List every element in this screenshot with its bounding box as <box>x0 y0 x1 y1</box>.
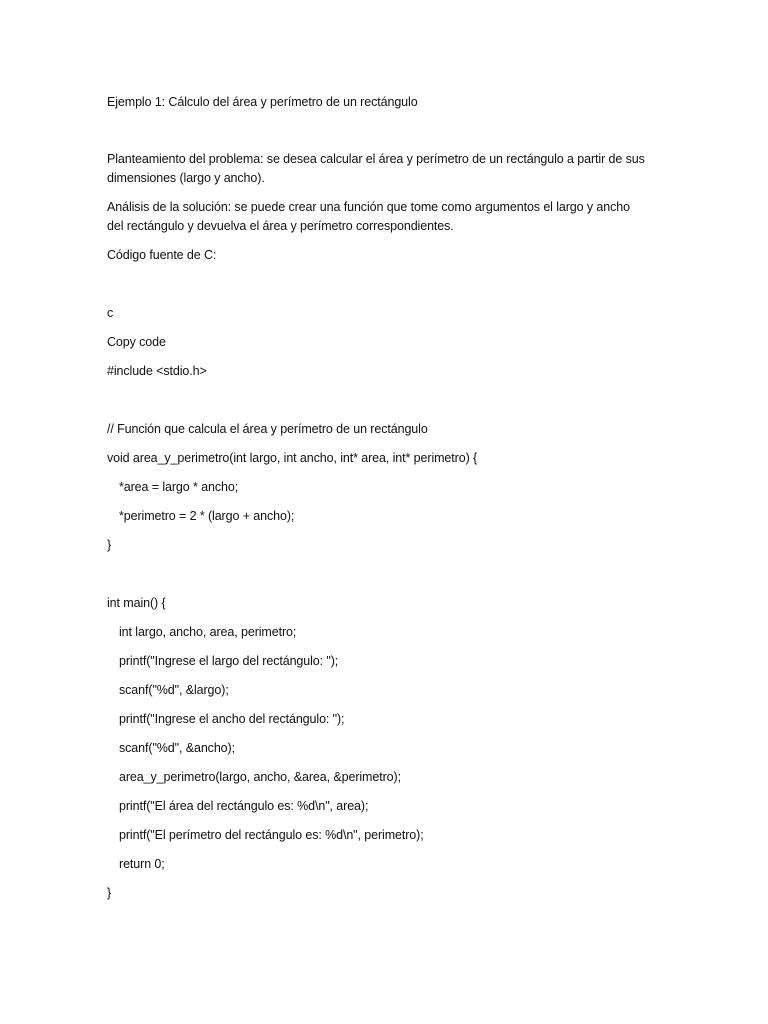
code-line: // Función que calcula el área y perímetro de un rectángulo <box>107 422 428 436</box>
source-code-heading: Código fuente de C: <box>107 248 217 262</box>
code-line: } <box>107 886 112 900</box>
code-line: return 0; <box>119 857 165 871</box>
code-line: int largo, ancho, area, perimetro; <box>119 625 297 639</box>
code-line: } <box>107 538 112 552</box>
problem-statement-line-2: dimensiones (largo y ancho). <box>107 171 265 185</box>
copy-code-label: Copy code <box>107 335 166 349</box>
code-line: printf("Ingrese el ancho del rectángulo: "); <box>119 712 345 726</box>
code-line: printf("El perímetro del rectángulo es: %d\n", perimetro); <box>119 828 424 842</box>
problem-statement-line-1: Planteamiento del problema: se desea calcular el área y perímetro de un rectángulo a partir de sus <box>107 152 645 166</box>
code-line: scanf("%d", &largo); <box>119 683 229 697</box>
code-line: *perimetro = 2 * (largo + ancho); <box>119 509 295 523</box>
code-line: *area = largo * ancho; <box>119 480 239 494</box>
code-language-label: c <box>107 306 114 320</box>
code-line: printf("Ingrese el largo del rectángulo: "); <box>119 654 339 668</box>
analysis-line-2: del rectángulo y devuelva el área y perímetro correspondientes. <box>107 219 454 233</box>
code-line: area_y_perimetro(largo, ancho, &area, &perimetro); <box>119 770 401 784</box>
code-line: scanf("%d", &ancho); <box>119 741 235 755</box>
document-title: Ejemplo 1: Cálculo del área y perímetro de un rectángulo <box>107 95 418 109</box>
code-line: printf("El área del rectángulo es: %d\n", area); <box>119 799 369 813</box>
analysis-line-1: Análisis de la solución: se puede crear una función que tome como argumentos el largo y ancho <box>107 200 630 214</box>
code-line: void area_y_perimetro(int largo, int ancho, int* area, int* perimetro) { <box>107 451 478 465</box>
code-line: #include <stdio.h> <box>107 364 207 378</box>
code-line: int main() { <box>107 596 166 610</box>
